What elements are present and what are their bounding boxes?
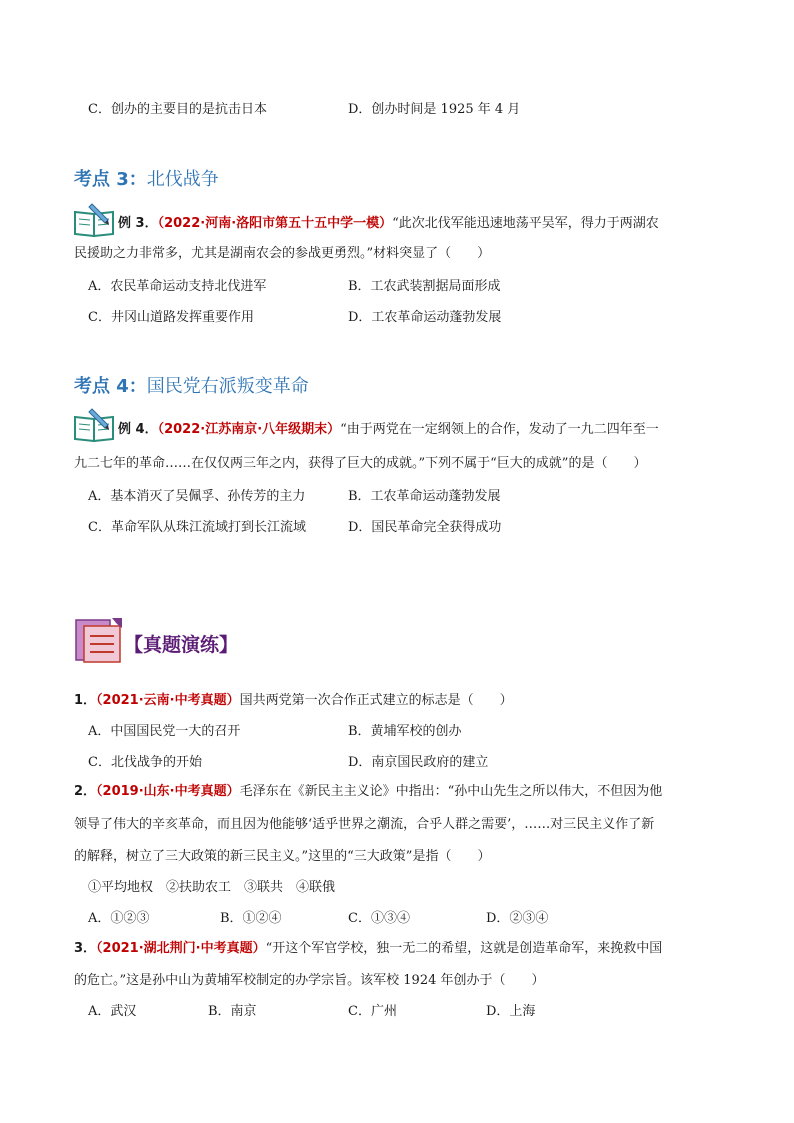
question-2-items: ①平均地权 ②扶助农工 ③联共 ④联俄 bbox=[88, 880, 336, 895]
question-3-text-2: 的危亡。”这是孙中山为黄埔军校制定的办学宗旨。该军校 1924 年创办于（ ） bbox=[74, 973, 545, 988]
question-3-option-a: A．武汉 bbox=[88, 1004, 137, 1019]
question-1-option-c: C．北伐战争的开始 bbox=[88, 755, 202, 770]
question-1-option-d: D．南京国民政府的建立 bbox=[348, 755, 489, 770]
question-2-text-2: 领导了伟大的辛亥革命，而且因为他能够‘适乎世界之潮流，合乎人群之需要’，……对三民主义作了新 bbox=[74, 817, 655, 832]
example-4-text-1: “由于两党在一定纲领上的合作，发动了一九二四年至一 bbox=[340, 422, 659, 437]
question-2-line-1 bbox=[74, 782, 662, 802]
question-3-source: （2021·湖北荆门·中考真题） bbox=[96, 941, 266, 956]
question-2-text-3: 的解释，树立了三大政策的新三民主义。”这里的“三大政策”是指（ ） bbox=[74, 849, 491, 864]
question-1-stem bbox=[74, 691, 513, 711]
question-2-text-1: 毛泽东在《新民主主义论》中指出：“孙中山先生之所以伟大，不但因为他 bbox=[239, 784, 663, 799]
example-4-option-b: B．工农革命运动蓬勃发展 bbox=[348, 489, 501, 504]
option-d: D．创办时间是 1925 年 4 月 bbox=[348, 102, 521, 117]
question-2-number: 2． bbox=[74, 784, 97, 799]
kaodian-4-heading bbox=[74, 375, 309, 399]
question-3-number: 3． bbox=[74, 941, 97, 956]
question-1-number: 1． bbox=[74, 693, 97, 708]
option-c: C．创办的主要目的是抗击日本 bbox=[88, 102, 267, 117]
example-3-text-2: 民援助之力非常多，尤其是湖南农会的参战更勇烈。”材料突显了（ ） bbox=[74, 246, 491, 261]
kaodian-4-label: 考点 4： bbox=[74, 376, 147, 397]
example-3-option-d: D．工农革命运动蓬勃发展 bbox=[348, 310, 502, 325]
example-4-option-a: A．基本消灭了吴佩孚、孙传芳的主力 bbox=[88, 489, 306, 504]
question-2-option-b: B．①②④ bbox=[220, 911, 282, 926]
kaodian-3-title: 北伐战争 bbox=[146, 169, 219, 190]
kaodian-3-label: 考点 3： bbox=[74, 169, 147, 190]
example-4-prefix: 例 4． bbox=[118, 422, 158, 437]
question-3-option-d: D．上海 bbox=[486, 1004, 536, 1019]
question-2-option-c: C．①③④ bbox=[348, 911, 410, 926]
question-3-line-1 bbox=[74, 939, 662, 959]
example-3-option-b: B．工农武装割据局面形成 bbox=[348, 279, 501, 294]
book-pencil-icon bbox=[72, 200, 118, 238]
question-3-option-b: B．南京 bbox=[208, 1004, 257, 1019]
question-2-option-a: A．①②③ bbox=[88, 911, 150, 926]
question-3-option-c: C．广州 bbox=[348, 1004, 397, 1019]
question-1-text: 国共两党第一次合作正式建立的标志是（ ） bbox=[239, 693, 513, 708]
example-3-option-a: A．农民革命运动支持北伐进军 bbox=[88, 279, 267, 294]
question-3-text-1: “开这个军官学校，独一无二的希望，这就是创造革命军，来挽救中国 bbox=[265, 941, 663, 956]
question-1-option-a: A．中国国民党一大的召开 bbox=[88, 724, 241, 739]
example-3-line-1 bbox=[118, 214, 659, 234]
example-4-source: （2022·江苏南京·八年级期末） bbox=[157, 422, 341, 437]
kaodian-3-heading bbox=[74, 168, 219, 192]
example-4-text-2: 九二七年的革命……在仅仅两三年之内，获得了巨大的成就。”下列不属于“巨大的成就”的是（ ） bbox=[74, 456, 647, 471]
question-1-option-b: B．黄埔军校的创办 bbox=[348, 724, 462, 739]
example-3-option-c: C．井冈山道路发挥重要作用 bbox=[88, 310, 254, 325]
question-1-source: （2021·云南·中考真题） bbox=[96, 693, 240, 708]
document-stack-icon bbox=[74, 614, 126, 664]
kaodian-4-title: 国民党右派叛变革命 bbox=[146, 376, 309, 397]
example-4-line-1 bbox=[118, 420, 659, 440]
example-4-option-c: C．革命军队从珠江流域打到长江流域 bbox=[88, 520, 306, 535]
question-2-source: （2019·山东·中考真题） bbox=[96, 784, 240, 799]
section-title: 【真题演练】 bbox=[124, 634, 239, 656]
example-3-source: （2022·河南·洛阳市第五十五中学一模） bbox=[157, 216, 393, 231]
example-3-text-1: “此次北伐军能迅速地荡平吴军，得力于两湖农 bbox=[392, 216, 659, 231]
question-2-option-d: D．②③④ bbox=[486, 911, 549, 926]
example-3-prefix: 例 3． bbox=[118, 216, 158, 231]
example-4-option-d: D．国民革命完全获得成功 bbox=[348, 520, 502, 535]
book-pencil-icon bbox=[72, 405, 118, 443]
